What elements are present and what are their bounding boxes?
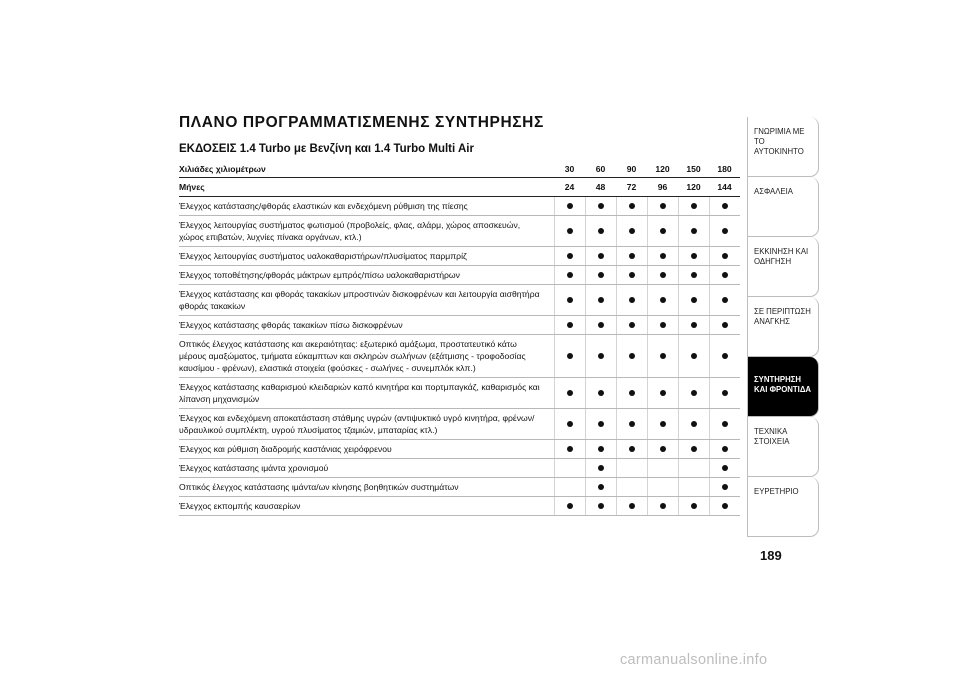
interval-cell bbox=[647, 459, 678, 478]
required-dot-icon bbox=[598, 353, 604, 359]
task-description: Έλεγχος λειτουργίας συστήματος φωτισμού (προβολείς, φλας, αλάρμ, χώρος αποσκευών, χώρος επιβατών, λυχνίες πίνακα οργάνων, κτλ.) bbox=[179, 216, 554, 247]
interval-cell bbox=[678, 266, 709, 285]
table-row bbox=[179, 335, 740, 378]
interval-cell bbox=[585, 497, 616, 516]
required-dot-icon bbox=[722, 421, 728, 427]
required-dot-icon bbox=[660, 297, 666, 303]
interval-cell bbox=[616, 459, 647, 478]
required-dot-icon bbox=[722, 503, 728, 509]
required-dot-icon bbox=[567, 390, 573, 396]
required-dot-icon bbox=[660, 446, 666, 452]
months-header-cell: 24 bbox=[554, 178, 585, 197]
interval-cell bbox=[554, 459, 585, 478]
interval-cell bbox=[647, 247, 678, 266]
interval-cell bbox=[616, 216, 647, 247]
chapter-tab-label: ΑΣΦΑΛΕΙΑ bbox=[754, 187, 793, 196]
interval-cell bbox=[709, 459, 740, 478]
interval-cell bbox=[585, 440, 616, 459]
interval-cell bbox=[678, 497, 709, 516]
interval-cell bbox=[647, 409, 678, 440]
interval-cell bbox=[616, 197, 647, 216]
km-header-cell: 60 bbox=[585, 160, 616, 178]
required-dot-icon bbox=[660, 272, 666, 278]
interval-cell bbox=[585, 216, 616, 247]
required-dot-icon bbox=[629, 421, 635, 427]
required-dot-icon bbox=[598, 228, 604, 234]
table-row bbox=[179, 216, 740, 247]
required-dot-icon bbox=[722, 484, 728, 490]
task-description: Οπτικός έλεγχος κατάστασης και ακεραιότητας: εξωτερικό αμάξωμα, προστατευτικό κάτω μέρους αμαξώματος, τμήματα εύκαμπτων και σκληρών σωλήνων (εξάτμισης - τροφοδοσίας καυσίμου - φρένων), ελαστικά στοιχεία (φούσκες - σωλήνες - συνεμπλόκ κλπ.) bbox=[179, 335, 554, 378]
required-dot-icon bbox=[567, 322, 573, 328]
task-description: Έλεγχος λειτουργίας συστήματος υαλοκαθαριστήρων/πλυσίματος παρμπρίζ bbox=[179, 247, 554, 266]
interval-cell bbox=[585, 197, 616, 216]
table-row bbox=[179, 285, 740, 316]
section-subtitle: ΕΚΔΟΣΕΙΣ 1.4 Turbo με Βενζίνη και 1.4 Turbo Multi Air bbox=[179, 143, 474, 155]
interval-cell bbox=[678, 378, 709, 409]
months-header-cell: 48 bbox=[585, 178, 616, 197]
required-dot-icon bbox=[629, 322, 635, 328]
months-header-cell: 144 bbox=[709, 178, 740, 197]
interval-cell bbox=[709, 316, 740, 335]
required-dot-icon bbox=[691, 322, 697, 328]
interval-cell bbox=[585, 478, 616, 497]
required-dot-icon bbox=[691, 446, 697, 452]
required-dot-icon bbox=[722, 465, 728, 471]
required-dot-icon bbox=[691, 503, 697, 509]
months-header-cell: 96 bbox=[647, 178, 678, 197]
task-description: Έλεγχος τοποθέτησης/φθοράς μάκτρων εμπρός/πίσω υαλοκαθαριστήρων bbox=[179, 266, 554, 285]
interval-cell bbox=[616, 497, 647, 516]
required-dot-icon bbox=[598, 390, 604, 396]
interval-cell bbox=[678, 478, 709, 497]
required-dot-icon bbox=[691, 253, 697, 259]
km-header-row bbox=[179, 160, 740, 178]
interval-cell bbox=[585, 247, 616, 266]
task-description: Έλεγχος κατάστασης/φθοράς ελαστικών και ενδεχόμενη ρύθμιση της πίεσης bbox=[179, 197, 554, 216]
table-row bbox=[179, 247, 740, 266]
maintenance-schedule-table bbox=[179, 160, 740, 516]
km-header-cell: 180 bbox=[709, 160, 740, 178]
required-dot-icon bbox=[567, 297, 573, 303]
table-row bbox=[179, 316, 740, 335]
interval-cell bbox=[678, 285, 709, 316]
interval-cell bbox=[585, 409, 616, 440]
table-row bbox=[179, 478, 740, 497]
chapter-tab-label: ΕΚΚΙΝΗΣΗ ΚΑΙ ΟΔΗΓΗΣΗ bbox=[754, 247, 809, 266]
required-dot-icon bbox=[660, 203, 666, 209]
required-dot-icon bbox=[629, 390, 635, 396]
interval-cell bbox=[647, 316, 678, 335]
table-row bbox=[179, 266, 740, 285]
km-header-cell: 120 bbox=[647, 160, 678, 178]
required-dot-icon bbox=[629, 253, 635, 259]
interval-cell bbox=[616, 247, 647, 266]
required-dot-icon bbox=[567, 353, 573, 359]
interval-cell bbox=[678, 216, 709, 247]
interval-cell bbox=[585, 316, 616, 335]
interval-cell bbox=[709, 285, 740, 316]
required-dot-icon bbox=[722, 390, 728, 396]
required-dot-icon bbox=[722, 446, 728, 452]
interval-cell bbox=[709, 378, 740, 409]
interval-cell bbox=[554, 197, 585, 216]
required-dot-icon bbox=[629, 203, 635, 209]
months-header-cell: 120 bbox=[678, 178, 709, 197]
required-dot-icon bbox=[598, 203, 604, 209]
months-header-cell: 72 bbox=[616, 178, 647, 197]
interval-cell bbox=[554, 316, 585, 335]
required-dot-icon bbox=[691, 421, 697, 427]
months-header-label: Μήνες bbox=[179, 178, 554, 197]
interval-cell bbox=[678, 409, 709, 440]
interval-cell bbox=[709, 440, 740, 459]
chapter-tab-label: ΣΥΝΤΗΡΗΣΗ ΚΑΙ ΦΡΟΝΤΙΔΑ bbox=[754, 375, 812, 394]
required-dot-icon bbox=[660, 390, 666, 396]
required-dot-icon bbox=[598, 272, 604, 278]
interval-cell bbox=[554, 478, 585, 497]
interval-cell bbox=[678, 197, 709, 216]
required-dot-icon bbox=[722, 253, 728, 259]
months-header-row bbox=[179, 178, 740, 197]
task-description: Έλεγχος και ρύθμιση διαδρομής καστάνιας χειρόφρενου bbox=[179, 440, 554, 459]
required-dot-icon bbox=[660, 503, 666, 509]
required-dot-icon bbox=[629, 446, 635, 452]
required-dot-icon bbox=[660, 322, 666, 328]
table-row bbox=[179, 378, 740, 409]
watermark: carmanualsonline.info bbox=[620, 652, 768, 668]
required-dot-icon bbox=[567, 228, 573, 234]
task-description: Έλεγχος εκπομπής καυσαερίων bbox=[179, 497, 554, 516]
interval-cell bbox=[554, 285, 585, 316]
required-dot-icon bbox=[598, 446, 604, 452]
interval-cell bbox=[616, 266, 647, 285]
required-dot-icon bbox=[598, 421, 604, 427]
required-dot-icon bbox=[722, 272, 728, 278]
interval-cell bbox=[709, 409, 740, 440]
chapter-tab[interactable] bbox=[748, 417, 819, 477]
required-dot-icon bbox=[629, 272, 635, 278]
interval-cell bbox=[647, 197, 678, 216]
required-dot-icon bbox=[629, 297, 635, 303]
chapter-tab[interactable] bbox=[748, 117, 819, 177]
required-dot-icon bbox=[567, 446, 573, 452]
chapter-tab-label: ΤΕΧΝΙΚΑ ΣΤΟΙΧΕΙΑ bbox=[754, 427, 790, 446]
interval-cell bbox=[647, 335, 678, 378]
interval-cell bbox=[647, 497, 678, 516]
required-dot-icon bbox=[598, 465, 604, 471]
interval-cell bbox=[678, 316, 709, 335]
required-dot-icon bbox=[567, 253, 573, 259]
interval-cell bbox=[647, 266, 678, 285]
interval-cell bbox=[709, 197, 740, 216]
interval-cell bbox=[585, 378, 616, 409]
interval-cell bbox=[709, 478, 740, 497]
interval-cell bbox=[616, 440, 647, 459]
interval-cell bbox=[709, 335, 740, 378]
interval-cell bbox=[647, 440, 678, 459]
chapter-tab[interactable] bbox=[748, 357, 819, 417]
required-dot-icon bbox=[722, 297, 728, 303]
required-dot-icon bbox=[629, 503, 635, 509]
required-dot-icon bbox=[691, 297, 697, 303]
task-description: Έλεγχος κατάστασης φθοράς τακακίων πίσω δισκοφρένων bbox=[179, 316, 554, 335]
chapter-tab[interactable] bbox=[748, 297, 819, 357]
task-description: Έλεγχος κατάστασης καθαρισμού κλειδαριών καπό κινητήρα και πορτμπαγκάζ, καθαρισμός και λίπανση μηχανισμών bbox=[179, 378, 554, 409]
interval-cell bbox=[616, 335, 647, 378]
required-dot-icon bbox=[691, 272, 697, 278]
interval-cell bbox=[585, 266, 616, 285]
interval-cell bbox=[616, 316, 647, 335]
interval-cell bbox=[554, 497, 585, 516]
required-dot-icon bbox=[660, 253, 666, 259]
km-header-cell: 150 bbox=[678, 160, 709, 178]
interval-cell bbox=[678, 440, 709, 459]
chapter-tab-label: ΓΝΩΡΙΜΙΑ ΜΕ ΤΟ ΑΥΤΟΚΙΝΗΤΟ bbox=[754, 127, 805, 156]
required-dot-icon bbox=[691, 353, 697, 359]
required-dot-icon bbox=[598, 503, 604, 509]
page-title: ΠΛΑΝΟ ΠΡΟΓΡΑΜΜΑΤΙΣΜΕΝΗΣ ΣΥΝΤΗΡΗΣΗΣ bbox=[179, 114, 544, 131]
required-dot-icon bbox=[660, 421, 666, 427]
table-row bbox=[179, 440, 740, 459]
chapter-tab[interactable] bbox=[748, 477, 819, 537]
required-dot-icon bbox=[691, 203, 697, 209]
interval-cell bbox=[678, 335, 709, 378]
interval-cell bbox=[647, 378, 678, 409]
required-dot-icon bbox=[660, 353, 666, 359]
interval-cell bbox=[647, 285, 678, 316]
required-dot-icon bbox=[722, 228, 728, 234]
required-dot-icon bbox=[598, 484, 604, 490]
required-dot-icon bbox=[660, 228, 666, 234]
required-dot-icon bbox=[722, 353, 728, 359]
required-dot-icon bbox=[722, 322, 728, 328]
task-description: Έλεγχος κατάστασης ιμάντα χρονισμού bbox=[179, 459, 554, 478]
interval-cell bbox=[554, 409, 585, 440]
interval-cell bbox=[709, 497, 740, 516]
required-dot-icon bbox=[567, 421, 573, 427]
interval-cell bbox=[554, 378, 585, 409]
interval-cell bbox=[709, 266, 740, 285]
table-row bbox=[179, 497, 740, 516]
table-row bbox=[179, 197, 740, 216]
interval-cell bbox=[554, 247, 585, 266]
required-dot-icon bbox=[598, 297, 604, 303]
interval-cell bbox=[709, 216, 740, 247]
chapter-sidebar bbox=[747, 117, 819, 537]
required-dot-icon bbox=[567, 203, 573, 209]
interval-cell bbox=[554, 335, 585, 378]
interval-cell bbox=[678, 459, 709, 478]
interval-cell bbox=[616, 409, 647, 440]
table-row bbox=[179, 409, 740, 440]
km-header-label: Χιλιάδες χιλιομέτρων bbox=[179, 160, 554, 178]
required-dot-icon bbox=[598, 322, 604, 328]
required-dot-icon bbox=[629, 353, 635, 359]
interval-cell bbox=[709, 247, 740, 266]
task-description: Έλεγχος κατάστασης και φθοράς τακακίων μπροστινών δισκοφρένων και λειτουργία αισθητήρα φθοράς τακακίων bbox=[179, 285, 554, 316]
interval-cell bbox=[616, 285, 647, 316]
interval-cell bbox=[585, 285, 616, 316]
interval-cell bbox=[554, 216, 585, 247]
chapter-tab-label: ΣΕ ΠΕΡΙΠΤΩΣΗ ΑΝΑΓΚΗΣ bbox=[754, 307, 811, 326]
chapter-tab[interactable] bbox=[748, 177, 819, 237]
interval-cell bbox=[585, 459, 616, 478]
table-row bbox=[179, 459, 740, 478]
task-description: Οπτικός έλεγχος κατάστασης ιμάντα/ων κίνησης βοηθητικών συστημάτων bbox=[179, 478, 554, 497]
interval-cell bbox=[585, 335, 616, 378]
required-dot-icon bbox=[691, 228, 697, 234]
task-description: Έλεγχος και ενδεχόμενη αποκατάσταση στάθμης υγρών (αντιψυκτικό υγρό κινητήρα, φρένων/υδραυλικού συμπλέκτη, υγρού πλυσίματος τζαμιών, μπαταρίας κτλ.) bbox=[179, 409, 554, 440]
required-dot-icon bbox=[598, 253, 604, 259]
required-dot-icon bbox=[629, 228, 635, 234]
interval-cell bbox=[616, 378, 647, 409]
interval-cell bbox=[616, 478, 647, 497]
chapter-tab[interactable] bbox=[748, 237, 819, 297]
required-dot-icon bbox=[691, 390, 697, 396]
interval-cell bbox=[647, 478, 678, 497]
interval-cell bbox=[554, 440, 585, 459]
km-header-cell: 90 bbox=[616, 160, 647, 178]
interval-cell bbox=[554, 266, 585, 285]
required-dot-icon bbox=[567, 272, 573, 278]
chapter-tab-label: ΕΥΡΕΤΗΡΙΟ bbox=[754, 487, 799, 496]
interval-cell bbox=[647, 216, 678, 247]
required-dot-icon bbox=[567, 503, 573, 509]
interval-cell bbox=[678, 247, 709, 266]
required-dot-icon bbox=[722, 203, 728, 209]
km-header-cell: 30 bbox=[554, 160, 585, 178]
page-number: 189 bbox=[760, 548, 782, 563]
schedule-body bbox=[179, 197, 740, 516]
